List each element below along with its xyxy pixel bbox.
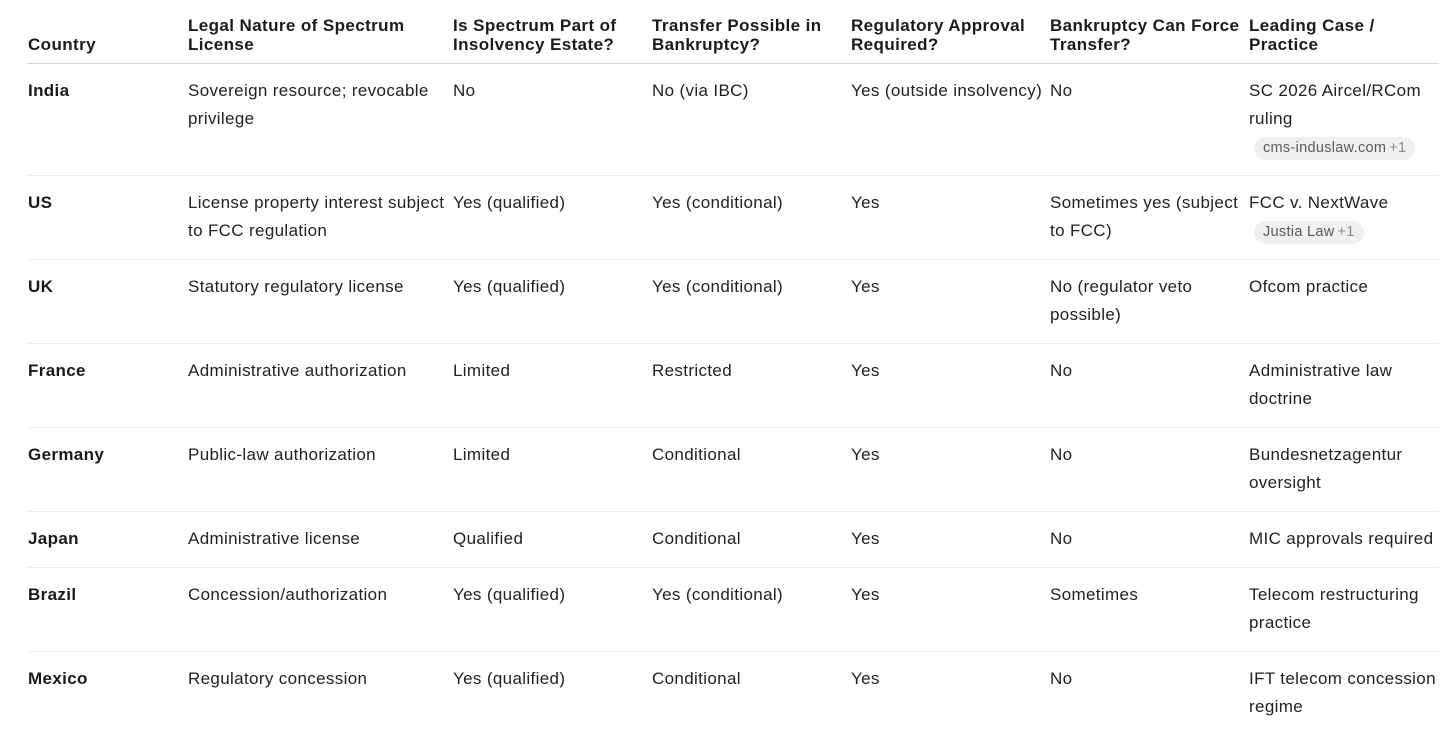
cell-leading-case: Ofcom practice: [1249, 276, 1369, 296]
header-insolvency-estate: Is Spectrum Part of Insolvency Estate?: [453, 15, 617, 54]
cell-legal-nature: Administrative authorization: [188, 360, 407, 380]
source-citation-label: Justia Law: [1263, 223, 1335, 240]
cell-insolvency-estate: No: [453, 80, 476, 100]
table-header-row: [28, 0, 1439, 63]
leading-case-text: SC 2026 Aircel/RCom ruling: [1249, 80, 1421, 128]
cell-transfer-possible: No (via IBC): [652, 80, 749, 100]
cell-insolvency-estate: Yes (qualified): [453, 276, 566, 296]
table-row: [28, 63, 1439, 175]
header-legal-nature: Legal Nature of Spectrum License: [188, 15, 405, 54]
header-transfer-possible: Transfer Possible in Bankruptcy?: [652, 15, 822, 54]
table-row: [28, 343, 1439, 427]
table-row: [28, 567, 1439, 651]
header-leading-case: Leading Case / Practice: [1249, 15, 1375, 54]
cell-leading-case: MIC approvals required: [1249, 528, 1434, 548]
cell-transfer-possible: Yes (conditional): [652, 276, 784, 296]
cell-approval-required: Yes: [851, 584, 880, 604]
cell-leading-case: [1249, 63, 1439, 175]
cell-force-transfer: Sometimes yes (subject to FCC): [1050, 192, 1239, 240]
source-citation-chip[interactable]: [1254, 221, 1364, 244]
header-force-transfer: Bankruptcy Can Force Transfer?: [1050, 15, 1240, 54]
header-country: Country: [28, 34, 96, 54]
table-row: [28, 511, 1439, 567]
cell-legal-nature: Statutory regulatory license: [188, 276, 404, 296]
cell-approval-required: Yes: [851, 528, 880, 548]
cell-approval-required: Yes: [851, 668, 880, 688]
cell-country: India: [28, 80, 70, 100]
table-row: [28, 651, 1439, 735]
cell-transfer-possible: Yes (conditional): [652, 192, 784, 212]
cell-approval-required: Yes (outside insolvency): [851, 80, 1043, 100]
cell-country: Mexico: [28, 668, 88, 688]
cell-insolvency-estate: Yes (qualified): [453, 192, 566, 212]
cell-approval-required: Yes: [851, 360, 880, 380]
cell-legal-nature: Concession/authorization: [188, 584, 388, 604]
cell-force-transfer: No: [1050, 80, 1073, 100]
cell-country: Japan: [28, 528, 79, 548]
cell-force-transfer: No: [1050, 528, 1073, 548]
cell-transfer-possible: Restricted: [652, 360, 733, 380]
spectrum-license-comparison-table: [28, 0, 1439, 735]
cell-insolvency-estate: Yes (qualified): [453, 668, 566, 688]
cell-force-transfer: Sometimes: [1050, 584, 1139, 604]
cell-force-transfer: No: [1050, 360, 1073, 380]
cell-force-transfer: No: [1050, 668, 1073, 688]
source-citation-count: +1: [1337, 223, 1355, 240]
cell-country: UK: [28, 276, 54, 296]
cell-insolvency-estate: Limited: [453, 360, 511, 380]
cell-transfer-possible: Conditional: [652, 668, 741, 688]
leading-case-text: FCC v. NextWave: [1249, 192, 1389, 212]
cell-force-transfer: No (regulator veto possible): [1050, 276, 1193, 324]
cell-leading-case: Telecom restructuring practice: [1249, 584, 1419, 632]
cell-insolvency-estate: Yes (qualified): [453, 584, 566, 604]
cell-approval-required: Yes: [851, 192, 880, 212]
table-row: [28, 427, 1439, 511]
cell-legal-nature: Public-law authorization: [188, 444, 376, 464]
table-row: [28, 175, 1439, 259]
cell-transfer-possible: Conditional: [652, 528, 741, 548]
cell-leading-case: IFT telecom concession regime: [1249, 668, 1436, 716]
cell-country: Brazil: [28, 584, 77, 604]
cell-legal-nature: Administrative license: [188, 528, 361, 548]
source-citation-chip[interactable]: [1254, 137, 1415, 160]
cell-transfer-possible: Yes (conditional): [652, 584, 784, 604]
cell-leading-case: Administrative law doctrine: [1249, 360, 1393, 408]
cell-approval-required: Yes: [851, 276, 880, 296]
cell-legal-nature: Sovereign resource; revocable privilege: [188, 80, 429, 128]
cell-insolvency-estate: Limited: [453, 444, 511, 464]
cell-legal-nature: License property interest subject to FCC regulation: [188, 192, 445, 240]
cell-country: France: [28, 360, 86, 380]
cell-force-transfer: No: [1050, 444, 1073, 464]
source-citation-count: +1: [1389, 139, 1407, 156]
cell-legal-nature: Regulatory concession: [188, 668, 368, 688]
cell-leading-case: [1249, 175, 1439, 259]
cell-approval-required: Yes: [851, 444, 880, 464]
cell-country: US: [28, 192, 53, 212]
comparison-table-container: [28, 0, 1439, 735]
cell-country: Germany: [28, 444, 105, 464]
source-citation-label: cms-induslaw.com: [1263, 139, 1387, 156]
header-approval-required: Regulatory Approval Required?: [851, 15, 1026, 54]
cell-leading-case: Bundesnetzagentur oversight: [1249, 444, 1403, 492]
cell-transfer-possible: Conditional: [652, 444, 741, 464]
table-row: [28, 259, 1439, 343]
cell-insolvency-estate: Qualified: [453, 528, 524, 548]
